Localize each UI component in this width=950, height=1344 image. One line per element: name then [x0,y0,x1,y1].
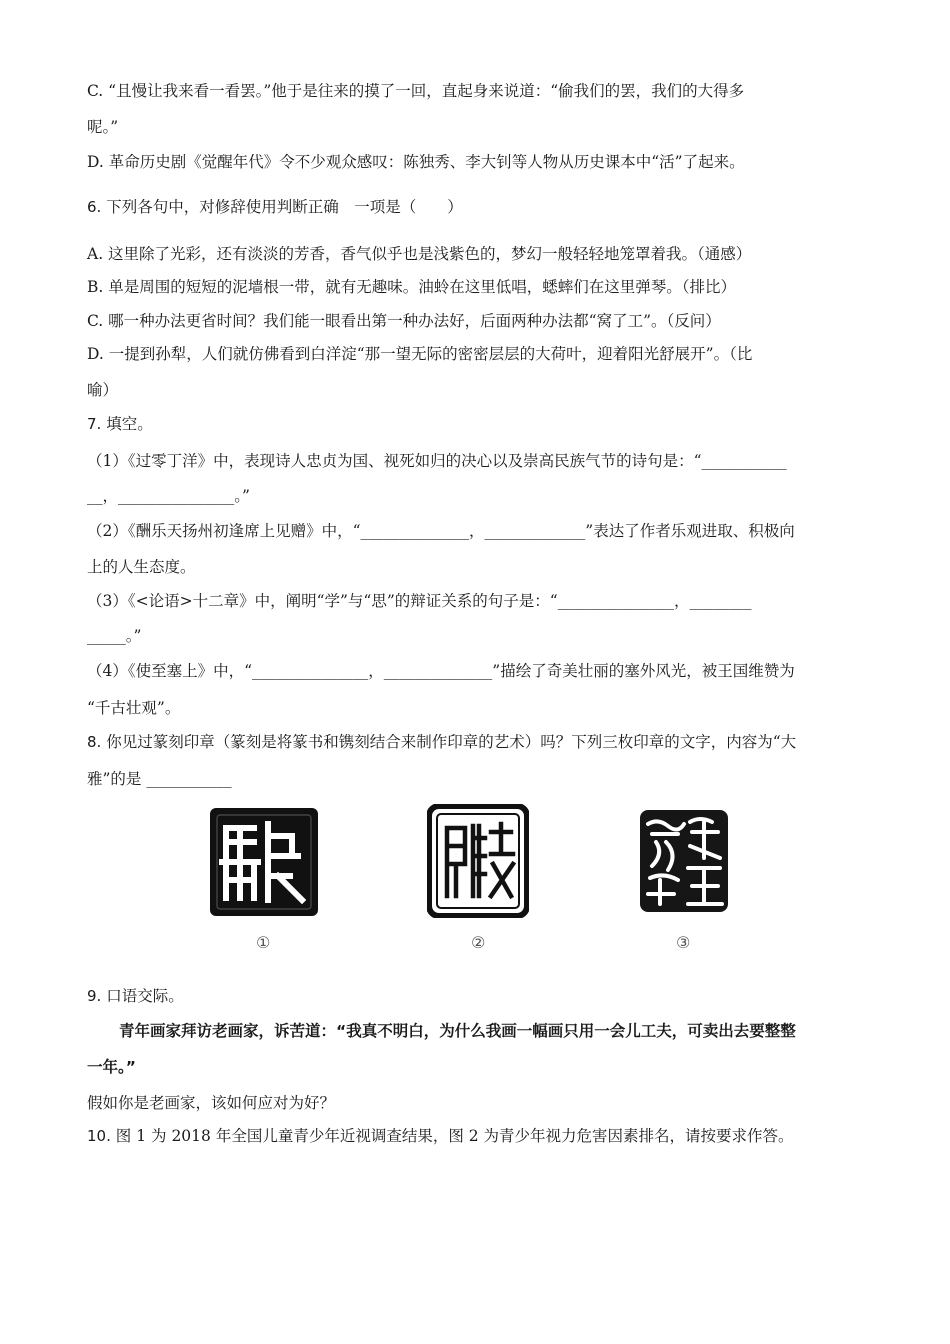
q7-item3-line1: （3）《<论语>十二章》中，阐明“学”与“思”的辩证关系的句子是：“_______________，________ [87,592,752,610]
q6-option-c: C. 哪一种办法更省时间？我们能一眼看出第一种办法好，后面两种办法都“窝了工”。（反问） [87,312,721,330]
q8-line2: 雅”的是 ___________ [87,770,232,788]
q6-option-a: A. 这里除了光彩，还有淡淡的芳香，香气似乎也是浅紫色的，梦幻一般轻轻地笼罩着我。（通感） [87,245,752,263]
q7-item4-line2: “千古壮观”。 [87,699,181,717]
q6-option-d-line1: D. 一提到孙犁，人们就仿佛看到白洋淀“那一望无际的密密层层的大荷叶，迎着阳光舒展开”。（比 [87,345,753,363]
q6-number: 6. [87,198,102,216]
q10-text: 图 1 为 2018 年全国儿童青少年近视调查结果，图 2 为青少年视力危害因素排名，请按要求作答。 [115,1127,794,1145]
q8-line1 [87,731,796,753]
q5-option-c-line1: C. “且慢让我来看一看罢。”他于是往来的摸了一回，直起身来说道：“偷我们的罢，我们的大得多 [87,82,745,100]
q7-item2-line2: 上的人生态度。 [87,558,196,576]
seal-1-caption: ① [256,933,271,952]
q8-number: 8. [87,733,102,751]
q5-option-d: D. 革命历史剧《觉醒年代》令不少观众感叹：陈独秀、李大钊等人物从历史课本中“活”了起来。 [87,153,745,171]
q6-stem [87,196,463,218]
q9-dialogue-line2: 一年。” [87,1058,136,1076]
seal-2-image [427,804,529,918]
q9-stem [87,985,184,1007]
q9-dialogue-line1: 青年画家拜访老画家，诉苦道：“我真不明白，为什么我画一幅画只用一会儿工夫，可卖出去要整整 [119,1022,796,1040]
q7-item4-line1: （4）《使至塞上》中，“_______________，______________”描绘了奇美壮丽的塞外风光，被王国维赞为 [87,662,795,680]
q9-number: 9. [87,987,102,1005]
q7-number: 7. [87,415,102,433]
q6-option-b: B. 单是周围的短短的泥墙根一带，就有无趣味。油蛉在这里低唱，蟋蟀们在这里弹琴。（排比） [87,278,736,296]
q10-stem [87,1125,794,1147]
seal-3-image [638,808,730,914]
seal-1-image [208,806,320,918]
q5-option-c-line2: 呢。” [87,118,119,136]
q8-text-line1: 你见过篆刻印章（篆刻是将篆书和镌刻结合来制作印章的艺术）吗？下列三枚印章的文字，内容为“大 [106,733,797,751]
seal-2-caption: ② [471,933,486,952]
q7-item1-line2: __，_______________。” [87,487,250,505]
q9-question: 假如你是老画家，该如何应对为好？ [87,1094,336,1112]
q7-item3-line2: _____。” [87,627,142,645]
q6-stem-text: 下列各句中，对修辞使用判断正确 一项是（ ） [106,198,463,216]
q9-stem-text: 口语交际。 [106,987,184,1005]
q7-item2-line1: （2）《酬乐天扬州初逢席上见赠》中，“______________，_____________”表达了作者乐观进取、积极向 [87,522,795,540]
q7-stem [87,413,153,435]
seal-3 [638,808,730,918]
q10-number: 10. [87,1127,111,1145]
q7-item1-line1: （1）《过零丁洋》中，表现诗人忠贞为国、视死如归的决心以及崇高民族气节的诗句是：“___________ [87,452,787,470]
seal-3-caption: ③ [676,933,691,952]
seal-2 [427,804,529,922]
seal-1 [208,806,320,922]
q6-option-d-line2: 喻） [87,381,119,399]
q7-stem-text: 填空。 [106,415,153,433]
